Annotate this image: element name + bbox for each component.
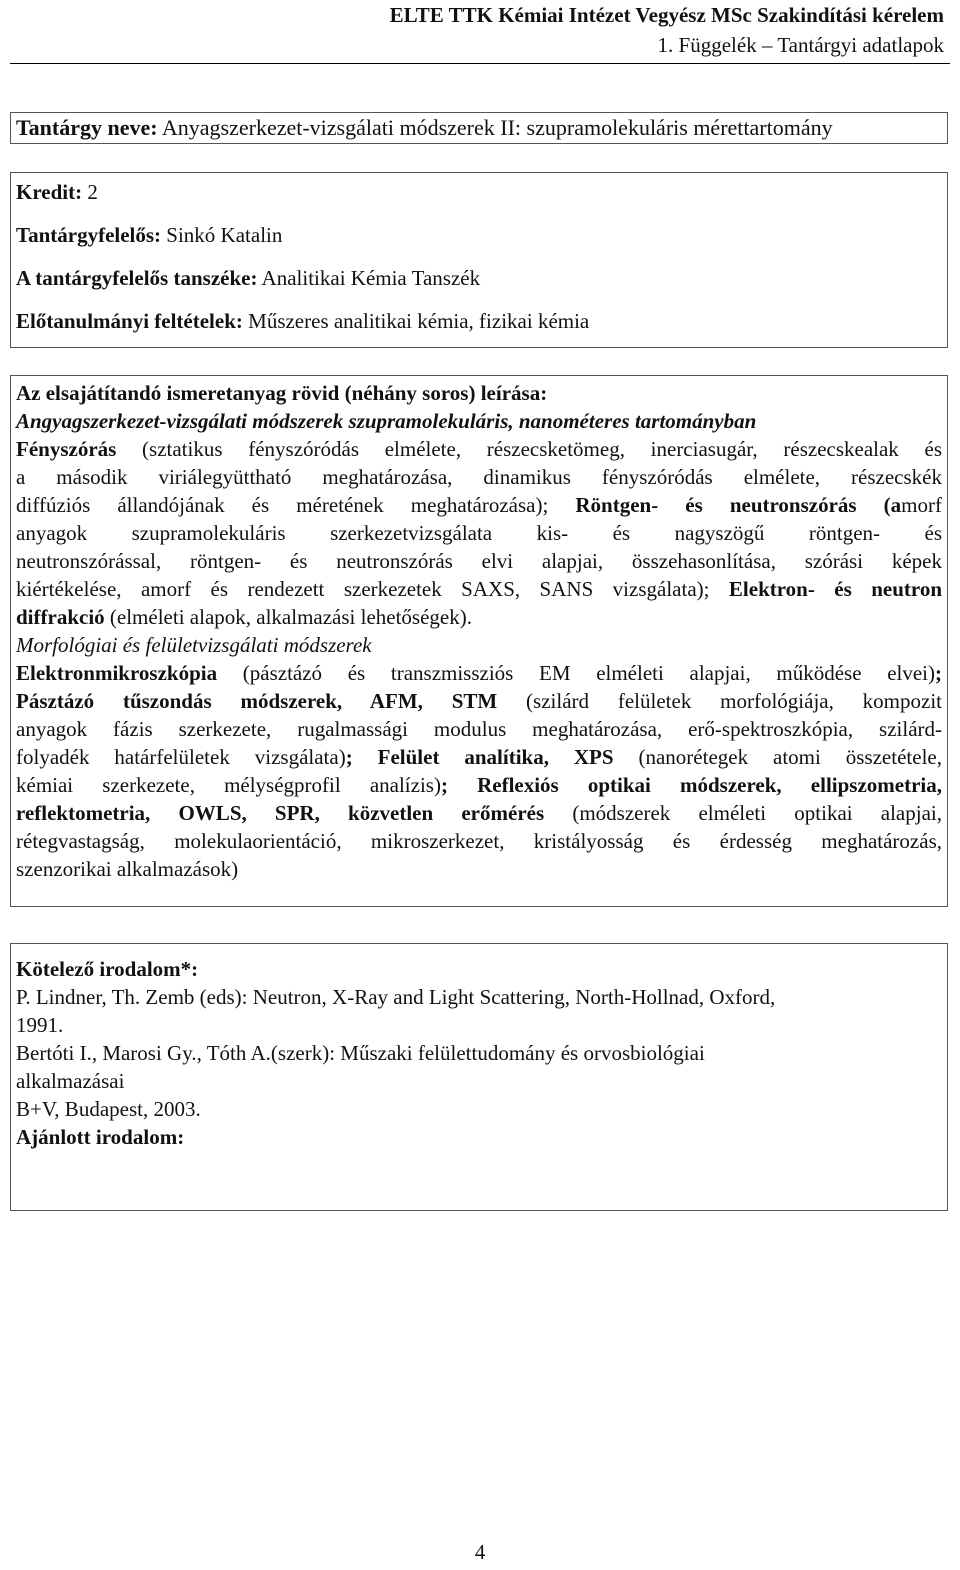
bold-term: diffrakció bbox=[16, 605, 105, 629]
description-subheading-2: Morfológiai és felületvizsgálati módszerek bbox=[16, 633, 372, 657]
paragraph-text: (elméleti alapok, alkalmazási lehetőségek). bbox=[104, 605, 472, 629]
bold-term: Röntgen- és neutronszórás (a bbox=[575, 493, 902, 517]
paragraph-line bbox=[16, 603, 942, 631]
paragraph-text: diffúziós állandójának és méretének meghatározása); bbox=[16, 493, 576, 517]
recommended-literature-heading: Ajánlott irodalom: bbox=[16, 1125, 185, 1149]
description-paragraph-2 bbox=[16, 659, 942, 883]
paragraph-text: neutronszórással, röntgen- és neutronszórás elvi alapjai, összehasonlítása, szórási képek bbox=[16, 549, 942, 573]
paragraph-text: rétegvastagság, molekulaorientáció, mikroszerkezet, kristályosság és érdesség meghatározás, bbox=[16, 829, 942, 853]
bold-term: Elektronmikroszkópia bbox=[16, 661, 218, 685]
paragraph-text: (nanorétegek atomi összetétele, bbox=[613, 745, 942, 769]
course-name-box bbox=[10, 112, 948, 144]
credit-label: Kredit: bbox=[16, 180, 83, 204]
department-row bbox=[16, 257, 942, 300]
paragraph-line bbox=[16, 855, 942, 883]
paragraph-text: kémiai szerkezete, mélységprofil analízis) bbox=[16, 773, 441, 797]
department-value: Analitikai Kémia Tanszék bbox=[261, 266, 481, 290]
paragraph-text: (módszerek elméleti optikai alapjai, bbox=[544, 801, 942, 825]
literature-entry-line: alkalmazásai bbox=[16, 1069, 125, 1093]
paragraph-line bbox=[16, 463, 942, 491]
paragraph-line bbox=[16, 771, 942, 799]
mandatory-literature-heading: Kötelező irodalom*: bbox=[16, 957, 199, 981]
paragraph-text: anyagok fázis szerkezete, rugalmassági modulus meghatározása, erő-spektroszkópia, szilárd- bbox=[16, 717, 942, 741]
prerequisites-value: Műszeres analitikai kémia, fizikai kémia bbox=[248, 309, 590, 333]
bold-term: Pásztázó tűszondás módszerek, AFM, STM bbox=[16, 689, 498, 713]
responsible-label: Tantárgyfelelős: bbox=[16, 223, 162, 247]
paragraph-text: folyadék határfelületek vizsgálata) bbox=[16, 745, 346, 769]
paragraph-line bbox=[16, 575, 942, 603]
page-header bbox=[390, 0, 944, 60]
paragraph-line bbox=[16, 435, 942, 463]
bold-term: reflektometria, OWLS, SPR, közvetlen erőmérés bbox=[16, 801, 545, 825]
paragraph-text: morf bbox=[901, 493, 942, 517]
literature-entry-line: 1991. bbox=[16, 1013, 64, 1037]
course-name-label: Tantárgy neve: bbox=[16, 115, 158, 140]
credit-row bbox=[16, 171, 942, 214]
responsible-value: Sinkó Katalin bbox=[166, 223, 283, 247]
paragraph-line bbox=[16, 491, 942, 519]
prerequisites-row bbox=[16, 300, 942, 343]
paragraph-text: anyagok szupramolekuláris szerkezetvizsgálata kis- és nagyszögű röntgen- és bbox=[16, 521, 942, 545]
bold-term: ; Felület analítika, XPS bbox=[345, 745, 614, 769]
description-paragraph-1 bbox=[16, 435, 942, 631]
course-name-value: Anyagszerkezet-vizsgálati módszerek II: szupramolekuláris mérettartomány bbox=[161, 115, 833, 140]
paragraph-line bbox=[16, 687, 942, 715]
prerequisites-label: Előtanulmányi feltételek: bbox=[16, 309, 243, 333]
course-info-box bbox=[10, 172, 948, 348]
literature-entry-line: B+V, Budapest, 2003. bbox=[16, 1097, 201, 1121]
paragraph-line bbox=[16, 743, 942, 771]
credit-value: 2 bbox=[87, 180, 98, 204]
header-rule bbox=[10, 63, 950, 64]
paragraph-line bbox=[16, 519, 942, 547]
paragraph-line bbox=[16, 827, 942, 855]
department-label: A tantárgyfelelős tanszéke: bbox=[16, 266, 258, 290]
literature-entry-line: P. Lindner, Th. Zemb (eds): Neutron, X-Ray and Light Scattering, North-Hollnad, Oxford, bbox=[16, 985, 776, 1009]
paragraph-line bbox=[16, 547, 942, 575]
page-number: 4 bbox=[474, 1540, 486, 1564]
bold-term: ; bbox=[935, 661, 942, 685]
paragraph-line bbox=[16, 715, 942, 743]
paragraph-text: a második viriálegyüttható meghatározása, dinamikus fényszóródás elmélete, részecskék bbox=[16, 465, 942, 489]
bold-term: Elektron- és neutron bbox=[728, 577, 943, 601]
header-title: ELTE TTK Kémiai Intézet Vegyész MSc Szakindítási kérelem bbox=[389, 3, 944, 27]
paragraph-text: szenzorikai alkalmazások) bbox=[16, 857, 239, 881]
description-box bbox=[10, 375, 948, 907]
literature-entry-line: Bertóti I., Marosi Gy., Tóth A.(szerk): Műszaki felülettudomány és orvosbiológiai bbox=[16, 1041, 705, 1065]
paragraph-text: kiértékelése, amorf és rendezett szerkezetek SAXS, SANS vizsgálata); bbox=[16, 577, 729, 601]
paragraph-line bbox=[16, 799, 942, 827]
literature-box bbox=[10, 943, 948, 1211]
paragraph-text: (pásztázó és transzmissziós EM elméleti alapjai, működése elvei) bbox=[217, 661, 935, 685]
bold-term: Fényszórás bbox=[16, 437, 117, 461]
paragraph-line bbox=[16, 659, 942, 687]
description-subheading-1: Angyagszerkezet-vizsgálati módszerek szupramolekuláris, nanométeres tartományban bbox=[16, 409, 757, 433]
responsible-row bbox=[16, 214, 942, 257]
description-heading: Az elsajátítandó ismeretanyag rövid (néhány soros) leírása: bbox=[16, 381, 548, 405]
header-subtitle: 1. Függelék – Tantárgyi adatlapok bbox=[657, 33, 944, 57]
paragraph-text: (sztatikus fényszóródás elmélete, részecsketömeg, inerciasugár, részecskealak és bbox=[116, 437, 942, 461]
bold-term: ; Reflexiós optikai módszerek, ellipszometria, bbox=[440, 773, 943, 797]
paragraph-text: (szilárd felületek morfológiája, kompozit bbox=[497, 689, 943, 713]
